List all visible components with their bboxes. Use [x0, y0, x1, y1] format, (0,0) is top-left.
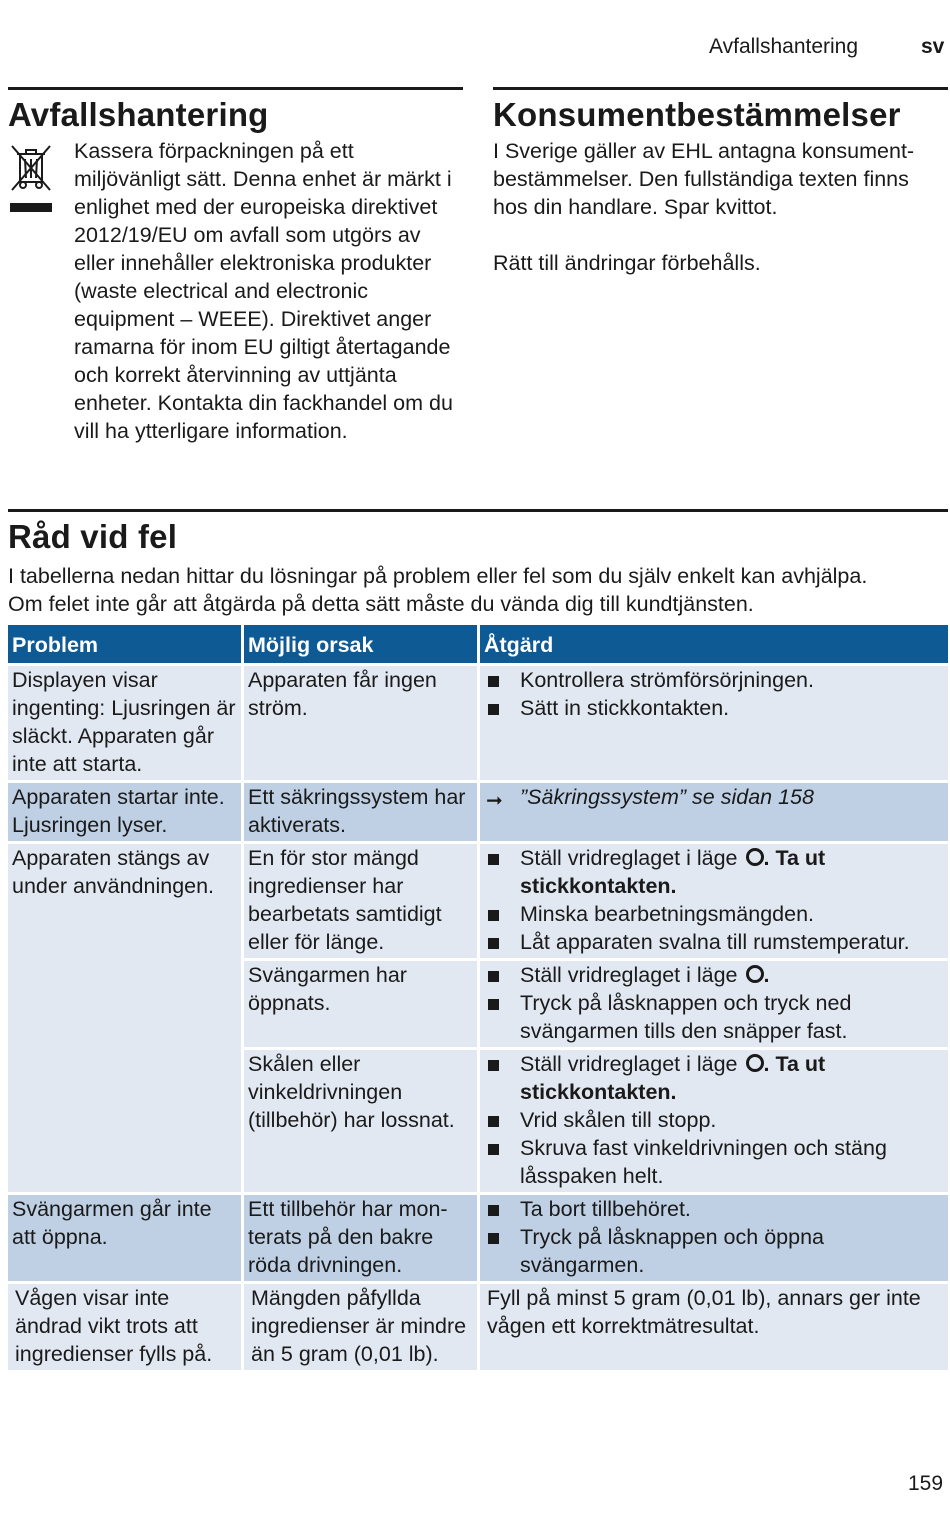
bullet-square-icon: [488, 854, 499, 865]
bullet-square-icon: [488, 999, 499, 1010]
troubleshooting-table: [8, 622, 948, 1373]
action-item: [484, 1134, 944, 1190]
action-text: Ställ vridreglaget i läge: [520, 1052, 738, 1076]
action-text: Låt apparaten svalna till rumstemperatur.: [520, 930, 910, 954]
running-header-section: Avfallshantering: [709, 35, 859, 58]
bullet-square-icon: [488, 971, 499, 982]
bullet-square-icon: [488, 1233, 499, 1244]
action-text: Ta bort tillbehöret.: [520, 1197, 691, 1221]
running-header-language: sv: [921, 35, 945, 58]
bullet-square-icon: [488, 1144, 499, 1155]
section-rule-fel: [8, 509, 948, 512]
bullet-square-icon: [488, 676, 499, 687]
header-cause: Möjlig orsak: [244, 625, 477, 663]
konsument-paragraph-1: I Sverige gäller av EHL antagna konsumentbestämmelser. Den fullständiga texten finns hos din handlare. Spar kvittot.: [493, 139, 915, 219]
problem-cell: Apparaten stängs av under användningen.: [8, 844, 241, 1192]
cause-cell: Svängarmen har öppnats.: [244, 961, 477, 1047]
fel-intro: [8, 562, 948, 618]
konsument-text: [493, 137, 949, 305]
problem-cell: Svängarmen går inte att öppna.: [8, 1195, 241, 1281]
action-item: [484, 928, 944, 956]
action-cell: [480, 1195, 948, 1281]
table-row: [8, 1284, 948, 1370]
off-position-ring-icon: [746, 848, 764, 866]
action-item: [484, 1106, 944, 1134]
action-item: [484, 844, 944, 900]
action-item: [484, 1050, 944, 1106]
bullet-square-icon: [488, 1205, 499, 1216]
avfall-heading: Avfallshantering: [8, 96, 269, 133]
off-position-ring-icon: [746, 965, 764, 983]
action-text: Ställ vridreglaget i läge: [520, 963, 738, 987]
cross-reference: [484, 783, 944, 811]
action-item: [484, 900, 944, 928]
konsument-paragraph-2: Rätt till ändringar förbehålls.: [493, 251, 761, 275]
action-cell: [480, 844, 948, 958]
action-text: Skruva fast vinkeldrivningen och stäng låsspaken helt.: [520, 1136, 887, 1188]
action-text: Sätt in stickkontakten.: [520, 696, 730, 720]
fel-heading: Råd vid fel: [8, 518, 178, 555]
action-cell: [480, 783, 948, 841]
table-row: [8, 1195, 948, 1281]
problem-cell: Apparaten startar inte. Ljusringen lyser.: [8, 783, 241, 841]
table-row: [8, 844, 948, 958]
action-item: [484, 961, 944, 989]
bullet-square-icon: [488, 1116, 499, 1127]
cause-cell: Apparaten får ingen ström.: [244, 666, 477, 780]
problem-cell: Displayen visar ingenting: Ljusringen är släckt. Apparaten går inte att starta.: [8, 666, 241, 780]
action-item: [484, 1223, 944, 1279]
action-cell: Fyll på minst 5 gram (0,01 lb), annars ger inte vågen ett korrektmätresultat.: [480, 1284, 948, 1370]
action-text: Tryck på låsknappen och tryck ned svängarmen tills den snäpper fast.: [520, 991, 852, 1043]
bullet-square-icon: [488, 938, 499, 949]
section-rule-avfall: [8, 87, 463, 90]
cause-cell: Mängden påfyllda ingredienser är mindre än 5 gram (0,01 lb).: [244, 1284, 477, 1370]
page-number: 159: [908, 1472, 944, 1495]
table-header-row: [8, 625, 948, 663]
action-text: Kontrollera strömförsörjningen.: [520, 668, 814, 692]
action-item: [484, 989, 944, 1045]
action-cell: [480, 1050, 948, 1192]
bullet-square-icon: [488, 1060, 499, 1071]
avfall-text: Kassera förpackningen på ett miljövänligt sätt. Denna enhet är märkt i enlighet med der europeiska direktivet 2012/19/EU om avfall som utgörs av eller innehåller elektroniska produkter (waste electrical and electronic equipment – WEEE). Direktivet anger ramarna för inom EU giltigt återtagande och korrekt återvinning av uttjänta enheter. Kontakta din fackhandel om du vill ha ytterligare information.: [74, 139, 453, 443]
off-position-ring-icon: [746, 1054, 764, 1072]
action-text-suffix: . Ta ut stickkontakten.: [520, 1052, 826, 1104]
action-item: [484, 666, 944, 694]
fel-intro-line-2: Om felet inte går att åtgärda på detta sätt måste du vända dig till kundtjänsten.: [8, 592, 754, 616]
action-cell: [480, 666, 948, 780]
table-row: [8, 666, 948, 780]
crossed-out-wheelie-bin-icon: [8, 144, 54, 214]
action-item: [484, 694, 944, 722]
cross-reference-text: ”Säkringssystem” se sidan 158: [520, 785, 814, 809]
action-text: Minska bearbetningsmängden.: [520, 902, 815, 926]
cause-cell: Ett tillbehör har monterats på den bakre röda drivningen.: [244, 1195, 477, 1281]
action-text: Tryck på låsknappen och öppna svängarmen.: [520, 1225, 824, 1277]
header-action: Åtgärd: [480, 625, 948, 663]
cause-cell: Ett säkringssystem har aktiverats.: [244, 783, 477, 841]
cause-cell: Skålen eller vinkeldrivningen (tillbehör) har lossnat.: [244, 1050, 477, 1192]
bullet-square-icon: [488, 910, 499, 921]
action-item: [484, 1195, 944, 1223]
action-text-suffix: . Ta ut stickkontakten.: [520, 846, 826, 898]
action-text: Vrid skålen till stopp.: [520, 1108, 717, 1132]
problem-cell: Vågen visar inte ändrad vikt trots att ingredienser fylls på.: [8, 1284, 241, 1370]
fel-intro-line-1: I tabellerna nedan hittar du lösningar på problem eller fel som du själv enkelt kan avhjälpa.: [8, 564, 868, 588]
arrow-right-icon: ➞: [486, 790, 503, 812]
bullet-square-icon: [488, 704, 499, 715]
action-text: Ställ vridreglaget i läge: [520, 846, 738, 870]
action-cell: [480, 961, 948, 1047]
cause-cell: En för stor mängd ingredienser har bearbetats samtidigt eller för länge.: [244, 844, 477, 958]
table-row: [8, 783, 948, 841]
action-text-suffix: .: [763, 963, 770, 987]
section-rule-konsument: [493, 87, 948, 90]
header-problem: Problem: [8, 625, 241, 663]
konsument-heading: Konsumentbestämmelser: [493, 96, 901, 133]
